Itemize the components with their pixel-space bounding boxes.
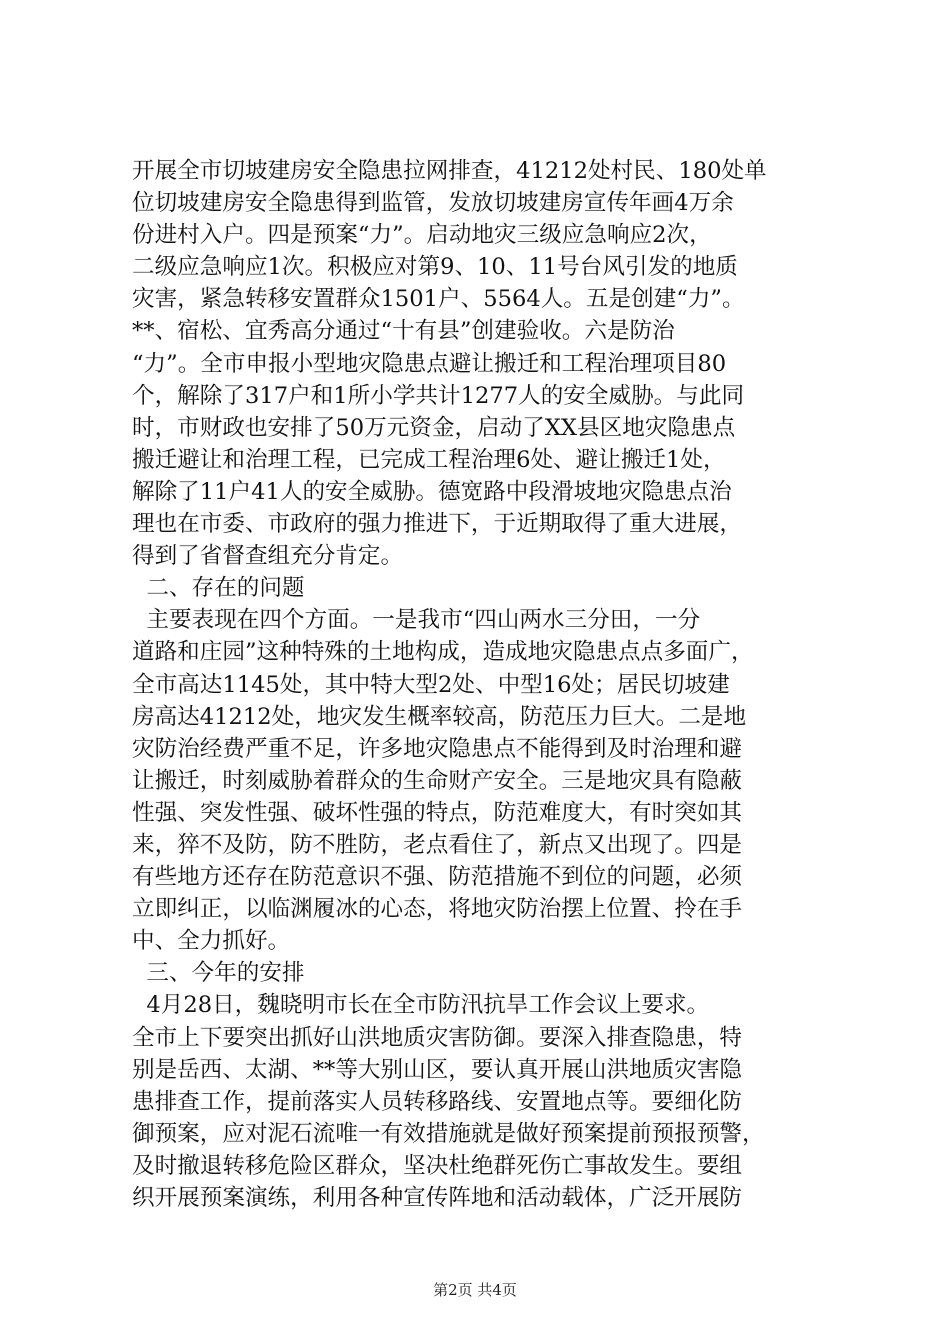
text-line: 性强、突发性强、破坏性强的特点，防范难度大，有时突如其: [132, 799, 743, 826]
text-line: 道路和庄园”这种特殊的土地构成，造成地灾隐患点点多面广，: [132, 639, 754, 666]
text-line: 灾防治经费严重不足，许多地灾隐患点不能得到及时治理和避: [132, 735, 743, 762]
text-line: 有些地方还存在防范意识不强、防范措施不到位的问题，必须: [132, 864, 743, 891]
text-line: 开展全市切坡建房安全隐患拉网排查，41212处村民、180处单: [132, 158, 767, 184]
text-line: 个，解除了317户和1所小学共计1277人的安全威胁。与此同: [132, 382, 745, 409]
text-line: “力”。全市申报小型地灾隐患点避让搬迁和工程治理项目80: [132, 350, 727, 377]
text-line: 让搬迁，时刻威胁着群众的生命财产安全。三是地灾具有隐蔽: [132, 767, 743, 794]
section-heading: 二、存在的问题: [132, 575, 305, 602]
text-line: 得到了省督查组充分肯定。: [132, 543, 404, 570]
text-line: 全市上下要突出抓好山洪地质灾害防御。要深入排查隐患，特: [132, 1024, 743, 1051]
text-line: 位切坡建房安全隐患得到监管，发放切坡建房宣传年画4万余: [132, 190, 734, 217]
section-heading: 三、今年的安排: [132, 960, 305, 987]
text-line: 别是岳西、太湖、**等大别山区，要认真开展山洪地质灾害隐: [132, 1056, 743, 1083]
text-line: 解除了11户41人的安全威胁。德宽路中段滑坡地灾隐患点治: [132, 478, 732, 505]
page-number: 第2页 共4页: [433, 1281, 517, 1299]
text-line: 搬迁避让和治理工程，已完成工程治理6处、避让搬迁1处，: [132, 446, 726, 473]
text-line: 时，市财政也安排了50万元资金，启动了XX县区地灾隐患点: [132, 414, 736, 441]
text-line: 份进村入户。四是预案“力”。启动地灾三级应急响应2次，: [132, 222, 712, 249]
text-line: 患排查工作，提前落实人员转移路线、安置地点等。要细化防: [132, 1088, 743, 1115]
text-line: 及时撤退转移危险区群众，坚决杜绝群死伤亡事故发生。要组: [132, 1152, 743, 1179]
text-line: 4月28日，魏晓明市长在全市防汛抗旱工作会议上要求。: [132, 992, 710, 1019]
text-line: **、宿松、宜秀高分通过“十有县”创建验收。六是防治: [132, 318, 675, 345]
text-line: 织开展预案演练，利用各种宣传阵地和活动载体，广泛开展防: [132, 1185, 743, 1211]
text-line: 全市高达1145处，其中特大型2处、中型16处；居民切坡建: [132, 671, 730, 698]
text-line: 立即纠正，以临渊履冰的心态，将地灾防治摆上位置、拎在手: [132, 896, 743, 923]
text-line: 御预案，应对泥石流唯一有效措施就是做好预案提前预报预警，: [132, 1120, 765, 1147]
text-line: 主要表现在四个方面。一是我市“四山两水三分田，一分: [132, 607, 701, 634]
text-line: 灾害，紧急转移安置群众1501户、5564人。五是创建“力”。: [132, 286, 745, 313]
text-line: 理也在市委、市政府的强力推进下，于近期取得了重大进展，: [132, 511, 743, 538]
text-line: 房高达41212处，地灾发生概率较高，防范压力巨大。二是地: [132, 703, 747, 730]
body-text: [132, 155, 832, 1214]
text-line: 中、全力抓好。: [132, 928, 291, 955]
text-line: 来，猝不及防，防不胜防，老点看住了，新点又出现了。四是: [132, 831, 743, 858]
text-line: 二级应急响应1次。积极应对第9、10、11号台风引发的地质: [132, 254, 738, 281]
